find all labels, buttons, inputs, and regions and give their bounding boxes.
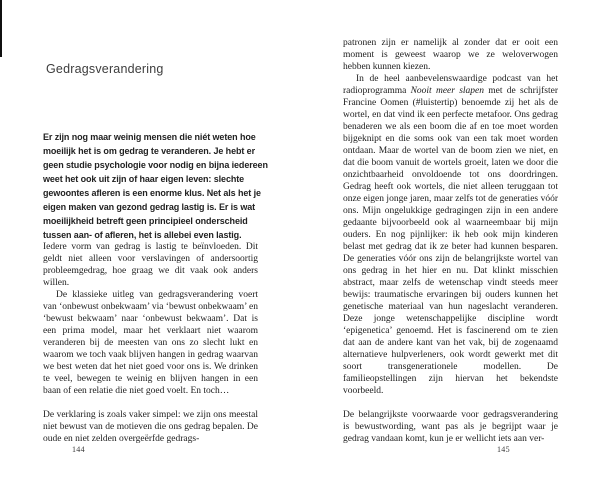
text-segment: De klassieke uitleg van gedragsverandering voert van ‘onbewust onbekwaam’ via ‘bewust onbekwaam’ en ‘bewust bekwaam’ naar ‘onbewust bekwaam’. Dat is een prima model, maar het verklaart niet waarom veranderen bij de meesten van ons zo slecht lukt en waarom we toch vaak blijven hangen in gedrag waarvan we best weten dat het niet goed voor ons is. We drinken te veel, bewegen te weinig en blijven hangen in een baan of een relatie die niet goed voelt. En toch… [43, 290, 258, 396]
text-segment: Iedere vorm van gedrag is lastig te beïnvloeden. Dit geldt niet alleen voor verslavingen of andersoortig probleemgedrag, hoe graag we dit vaak ook anders willen. [43, 242, 258, 288]
text-segment: met de schrijfster Francine Oomen (#luistertip) benoemde zij het als de wortel, en dat vind ik een perfecte metafoor. Ons gedrag benaderen we als een boom die af en toe moet worden bijgeknipt en die soms ook van een tak moet worden ontdaan. Maar de wortel van de boom zien we niet, en dat die boom vanuit de wortels groeit, laten we door die onzichtbaarheid onvoldoende tot ons doordringen. Gedrag heeft ook wortels, die niet alleen teruggaan tot onze eigen jonge jaren, maar zelfs tot de generaties vóór ons. Mijn ongelukkige gedragingen zijn in een andere gedaante bijvoorbeeld ook al waarneembaar bij mijn ouders. En nog pijnlijker: ik heb ook mijn kinderen belast met gedrag dat ik ze beter had kunnen besparen. De generaties vóór ons zijn de belangrijkste wortel van ons gedrag in het hier en nu. Dat klinkt misschien abstract, maar zelfs de wetenschap vindt steeds meer bewijs: traumatische ervaringen bij ouders kunnen het genetische materiaal van hun nageslacht veranderen. Deze jonge wetenschappelijke discipline wordt ‘epigenetica’ genoemd. Het is fascinerend om te zien dat aan de andere kant van het vak, bij de zogenaamd alternatieve hulpverleners, ook wordt gewerkt met dit soort transgenerationele modellen. De familieopstellingen zijn hiervan het bekendste voorbeeld. [343, 86, 558, 396]
text-segment: In de heel aanbevelenswaardige podcast van het radioprogramma [343, 74, 558, 96]
text-segment: patronen zijn er namelijk al zonder dat er ooit een moment is geweest waarop we ze weloverwogen hebben kunnen kiezen. [343, 38, 558, 72]
intro-line: Er zijn nog maar weinig mensen die niét weten hoe [43, 132, 256, 142]
body-paragraph [43, 409, 258, 445]
intro-line: eigen maken van gezond gedrag lastig is. Er is wat [43, 202, 256, 212]
body-paragraph [343, 37, 558, 73]
body-paragraph [43, 289, 258, 397]
chapter-title: Gedragsverandering [46, 62, 164, 76]
intro-line: moeilijkheid betreft geen principieel onderscheid [43, 216, 248, 226]
body-paragraph [343, 73, 558, 397]
left-page-body [43, 241, 258, 445]
intro-line: geen studie psychologie voor nodig en bijna iedereen [43, 160, 268, 170]
right-page-body [343, 37, 558, 445]
body-paragraph [43, 241, 258, 289]
intro-line: tussen aan- of afleren, het is allebei even lastig. [43, 230, 242, 240]
intro-line: weet het ook uit zijn of haar eigen leven: slechte [43, 174, 245, 184]
intro-paragraph [43, 130, 268, 242]
text-segment: De verklaring is zoals vaker simpel: we zijn ons meestal niet bewust van de motieven die ons gedrag bepalen. De oude en niet zelden overgeërfde gedrags- [43, 410, 258, 444]
body-paragraph [343, 409, 558, 445]
italic-text: Nooit meer slapen [410, 86, 485, 96]
page-number-left: 144 [72, 445, 85, 454]
intro-line: gewoontes afleren is een enorme klus. Net als het je [43, 188, 261, 198]
text-segment: De belangrijkste voorwaarde voor gedragsverandering is bewustwording, want pas als je begrijpt waar je gedrag vandaan komt, kun je er wellicht iets aan ver- [343, 410, 558, 444]
intro-line: moeilijk het is om gedrag te veranderen. Je hebt er [43, 146, 255, 156]
right-page[interactable] [300, 0, 600, 480]
page-number-right: 145 [497, 445, 510, 454]
